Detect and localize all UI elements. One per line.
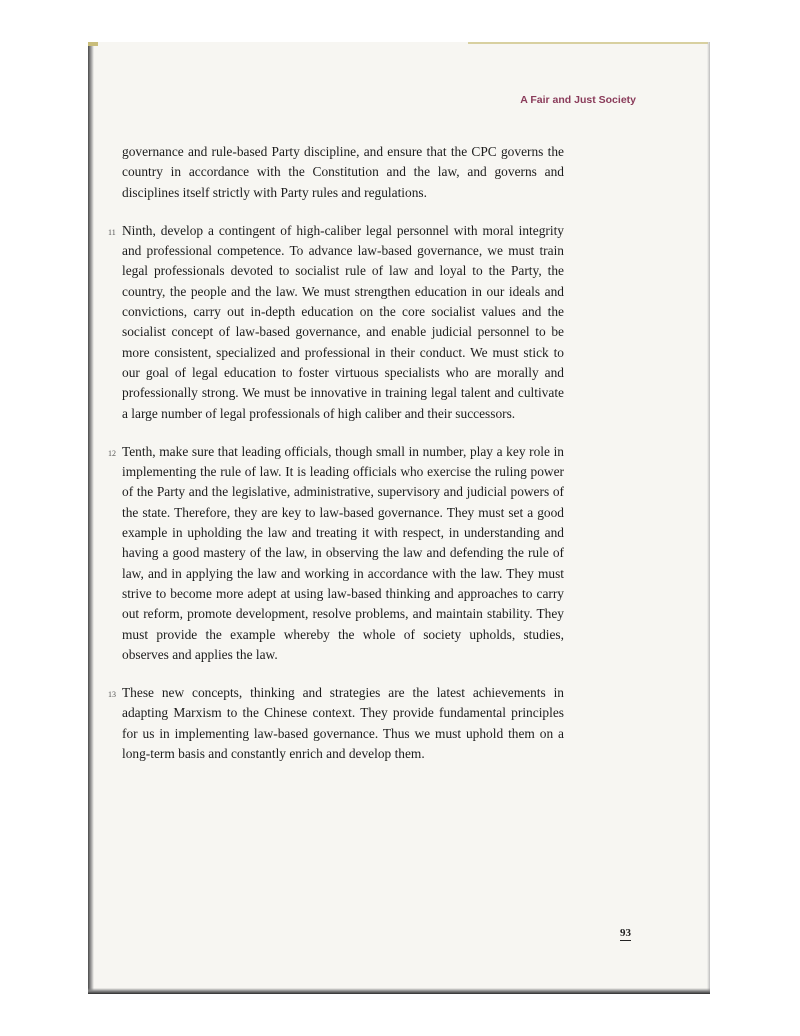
paragraph-continuation [122, 142, 564, 203]
body-text [108, 142, 564, 782]
paragraph-text: These new concepts, thinking and strategies are the latest achievements in adapting Marxism to the Chinese context. They provide fundamental principles for us in implementing law-based governance. Thus we must uphold them on a long-term basis and constantly enrich and develop them. [122, 685, 564, 762]
page-corner-mark [88, 42, 98, 46]
paragraph-13 [108, 683, 564, 764]
page-number: 93 [620, 927, 631, 939]
page-bottom-edge [88, 988, 710, 994]
running-head: A Fair and Just Society [520, 94, 636, 106]
page-right-edge [707, 42, 710, 994]
paragraph-text: Ninth, develop a contingent of high-caliber legal personnel with moral integrity and professional competence. To advance law-based governance, we must train legal professionals devoted to socialist rule of law and loyal to the Party, the country, the people and the law. We must strengthen education in our ideals and convictions, carry out in-depth education on the core socialist values and the socialist concept of law-based governance, and enable judicial personnel to be more consistent, specialized and professional in their conduct. We must stick to our goal of legal education to foster virtuous specialists who are morally and professionally strong. We must be innovative in training legal talent and cultivate a large number of legal professionals of high caliber and their successors. [122, 222, 564, 421]
paragraph-11 [108, 221, 564, 424]
paragraph-12 [108, 442, 564, 665]
page-top-edge [468, 42, 708, 44]
paragraph-number: 12 [108, 448, 116, 458]
paragraph-text: Tenth, make sure that leading officials, though small in number, play a key role in implementing the rule of law. It is leading officials who exercise the ruling power of the Party and the legislative, administrative, supervisory and judicial powers of the state. Therefore, they are key to law-based governance. They must set a good example in upholding the law and treating it with respect, in understanding and having a good mastery of the law, in observing the law and defending the rule of law, and in applying the law and working in accordance with the law. They must strive to become more adept at using law-based thinking and approaches to carry out reform, promote development, resolve problems, and maintain stability. They must provide the example whereby the whole of society upholds, studies, observes and applies the law. [122, 443, 564, 662]
paragraph-number: 13 [108, 690, 116, 700]
paragraph-text: governance and rule-based Party discipline, and ensure that the CPC governs the country in accordance with the Constitution and the law, and governs and disciplines itself strictly with Party rules and regulations. [122, 144, 564, 200]
paragraph-number: 11 [108, 227, 116, 237]
book-page [88, 42, 710, 994]
